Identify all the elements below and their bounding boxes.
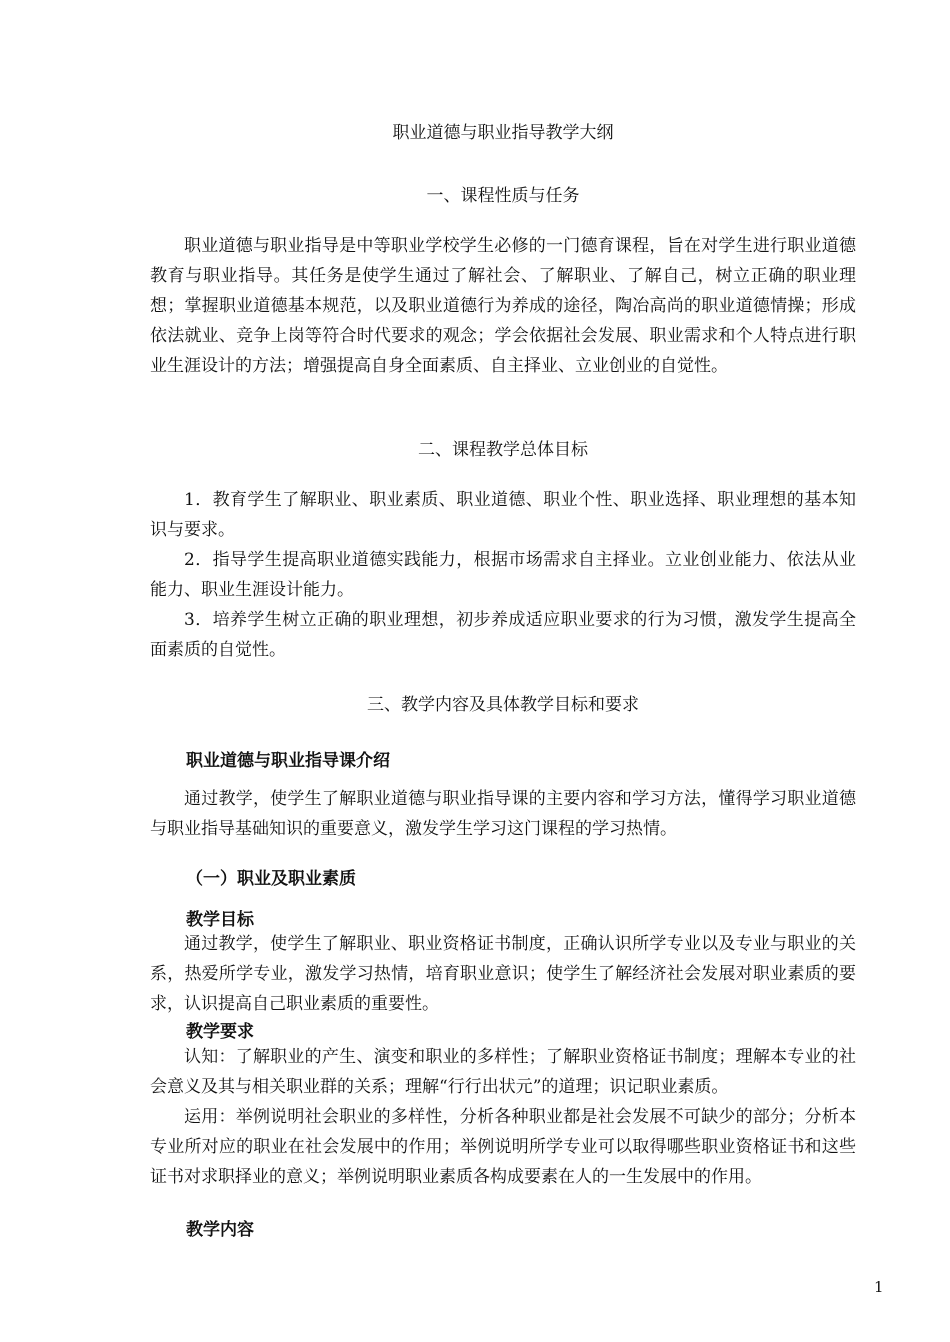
req-application: 运用：举例说明社会职业的多样性，分析各种职业都是社会发展不可缺少的部分；分析本专业所对应的职业在社会发展中的作用；举例说明所学专业可以取得哪些职业资格证书和这些证书对求职择业的意义；举例说明职业素质各构成要素在人的一生发展中的作用。 bbox=[150, 1107, 856, 1187]
section2-list bbox=[150, 485, 856, 665]
intro-title: 职业道德与职业指导课介绍 bbox=[186, 751, 390, 771]
section1-paragraph: 职业道德与职业指导是中等职业学校学生必修的一门德育课程，旨在对学生进行职业道德教育与职业指导。其任务是使学生通过了解社会、了解职业、了解自己，树立正确的职业理想；掌握职业道德基本规范，以及职业道德行为养成的途径，陶冶高尚的职业道德情操；形成依法就业、竞争上岗等符合时代要求的观念；学会依据社会发展、职业需求和个人特点进行职业生涯设计的方法；增强提高自身全面素质、自主择业、立业创业的自觉性。 bbox=[150, 236, 856, 376]
section2-heading: 二、课程教学总体目标 bbox=[418, 440, 588, 460]
req-label: 教学要求 bbox=[186, 1022, 254, 1042]
document-title: 职业道德与职业指导教学大纲 bbox=[392, 123, 614, 143]
req-cognition: 认知：了解职业的产生、演变和职业的多样性；了解职业资格证书制度；理解本专业的社会意义及其与相关职业群的关系；理解“行行出状元”的道理；识记职业素质。 bbox=[150, 1047, 856, 1097]
section1-heading: 一、课程性质与任务 bbox=[426, 186, 580, 206]
section1-body bbox=[150, 231, 856, 381]
goal-item-3: 3．培养学生树立正确的职业理想，初步养成适应职业要求的行为习惯，激发学生提高全面素质的自觉性。 bbox=[150, 610, 856, 660]
section3-heading: 三、教学内容及具体教学目标和要求 bbox=[367, 695, 639, 715]
goal-label: 教学目标 bbox=[186, 910, 254, 930]
req-body bbox=[150, 1042, 856, 1192]
unit1-title: （一）职业及职业素质 bbox=[186, 869, 356, 889]
goal-paragraph: 通过教学，使学生了解职业、职业资格证书制度，正确认识所学专业以及专业与职业的关系，热爱所学专业，激发学习热情，培育职业意识；使学生了解经济社会发展对职业素质的要求，认识提高自己职业素质的重要性。 bbox=[150, 934, 856, 1014]
content-label: 教学内容 bbox=[186, 1220, 254, 1240]
goal-item-1: 1．教育学生了解职业、职业素质、职业道德、职业个性、职业选择、职业理想的基本知识与要求。 bbox=[150, 490, 856, 540]
page-number: 1 bbox=[874, 1278, 884, 1296]
intro-paragraph: 通过教学，使学生了解职业道德与职业指导课的主要内容和学习方法，懂得学习职业道德与职业指导基础知识的重要意义，激发学生学习这门课程的学习热情。 bbox=[150, 789, 856, 839]
intro-body bbox=[150, 784, 856, 844]
goal-body bbox=[150, 929, 856, 1019]
goal-item-2: 2．指导学生提高职业道德实践能力，根据市场需求自主择业。立业创业能力、依法从业能力、职业生涯设计能力。 bbox=[150, 550, 856, 600]
